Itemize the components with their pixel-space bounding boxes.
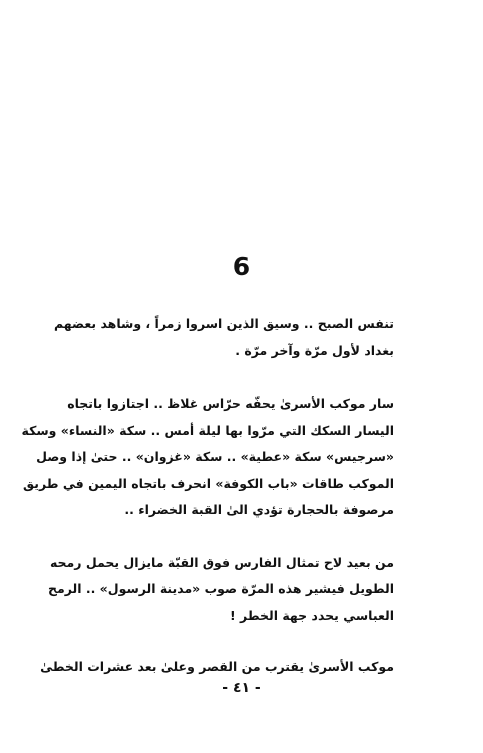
text-line: من بعيد لاح تمثال الفارس فوق القبّة مايزال يحمل رمحه <box>49 554 394 570</box>
paragraph-spacer <box>84 629 394 654</box>
text-line: الطويل فيشير هذه المرّة صوب «مدينة الرسول» .. الرمح <box>47 581 394 596</box>
paragraph-spacer <box>84 524 394 550</box>
text-line: موكب الأسرىٰ يقترب من القصر وعلىٰ بعد عشرات الخطىٰ <box>40 659 394 674</box>
text-line: مرصوفة بالحجارة تؤدي الىٰ القبة الخضراء .. <box>124 502 394 517</box>
page-number: - ٤١ - <box>222 680 261 696</box>
paragraph-3 <box>47 550 394 630</box>
paragraph-4 <box>40 654 394 681</box>
paragraph-spacer <box>84 364 394 391</box>
text-line: سار موكب الأسرىٰ يحفّه حرّاس غلاظ .. اجتازوا باتجاه <box>67 396 394 411</box>
paragraph-2 <box>21 391 394 524</box>
text-line: تنفس الصبح .. وسيق الذين اسروا زمراً ، وشاهد بعضهم <box>53 316 394 331</box>
text-line: الموكب طاقات «باب الكوفة» انحرف باتجاه اليمين في طريق <box>23 475 394 491</box>
body-text <box>21 311 394 681</box>
text-line: «سرجيس» سكة «عطية» .. سكة «غزوان» .. حتىٰ إذا وصل <box>36 449 394 464</box>
chapter-number: 6 <box>232 252 251 281</box>
text-line: بغداد لأول مرّة وآخر مرّة . <box>235 342 394 358</box>
text-line: اليسار السكك التي مرّوا بها ليلة أمس .. سكة «النساء» وسكة <box>21 422 394 438</box>
text-line: العباسي يحدد جهة الخطر ! <box>230 607 394 623</box>
paragraph-1 <box>53 311 394 364</box>
